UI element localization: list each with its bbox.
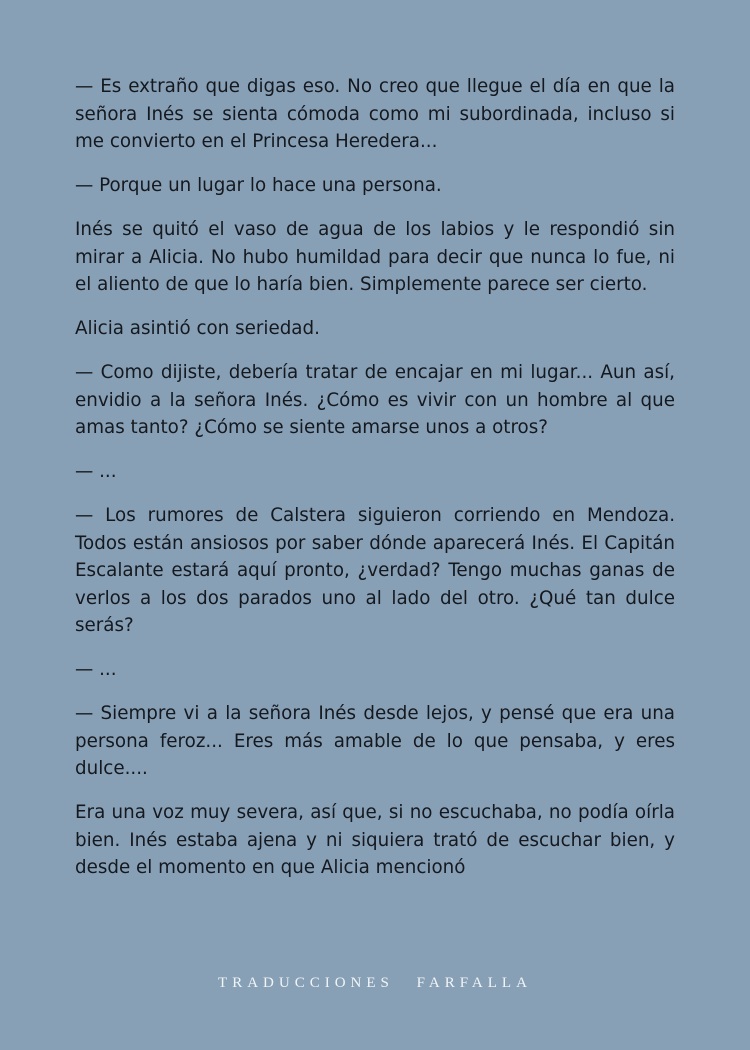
paragraph: — Porque un lugar lo hace una persona. <box>75 175 442 196</box>
paragraph: Era una voz muy severa, así que, si no escuchaba, no podía oírla bien. Inés estaba ajena y ni siquiera trató de escuchar bien, y desde el momento en que Alicia mencionó <box>75 802 675 878</box>
footer-word: TRADUCCIONES <box>218 975 394 991</box>
footer-word: FARFALLA <box>416 975 532 991</box>
page-footer <box>0 975 750 992</box>
page-body <box>75 73 675 898</box>
paragraph: Inés se quitó el vaso de agua de los labios y le respondió sin mirar a Alicia. No hubo humildad para decir que nunca lo fue, ni el aliento de que lo haría bien. Simplemente parece ser cierto. <box>75 219 675 295</box>
paragraph: — ... <box>75 461 117 482</box>
paragraph: — Es extraño que digas eso. No creo que llegue el día en que la señora Inés se sienta cómoda como mi subordinada, incluso si me convierto en el Princesa Heredera... <box>75 76 675 152</box>
paragraph: — ... <box>75 659 117 680</box>
paragraph: — Los rumores de Calstera siguieron corriendo en Mendoza. Todos están ansiosos por saber dónde aparecerá Inés. El Capitán Escalante estará aquí pronto, ¿verdad? Tengo muchas ganas de verlos a los dos parados uno al lado del otro. ¿Qué tan dulce serás? <box>75 505 675 636</box>
paragraph: — Como dijiste, debería tratar de encajar en mi lugar... Aun así, envidio a la señora Inés. ¿Cómo es vivir con un hombre al que amas tanto? ¿Cómo se siente amarse unos a otros? <box>75 362 675 438</box>
paragraph: Alicia asintió con seriedad. <box>75 318 320 339</box>
paragraph: — Siempre vi a la señora Inés desde lejos, y pensé que era una persona feroz... Eres más amable de lo que pensaba, y eres dulce.... <box>75 703 675 779</box>
